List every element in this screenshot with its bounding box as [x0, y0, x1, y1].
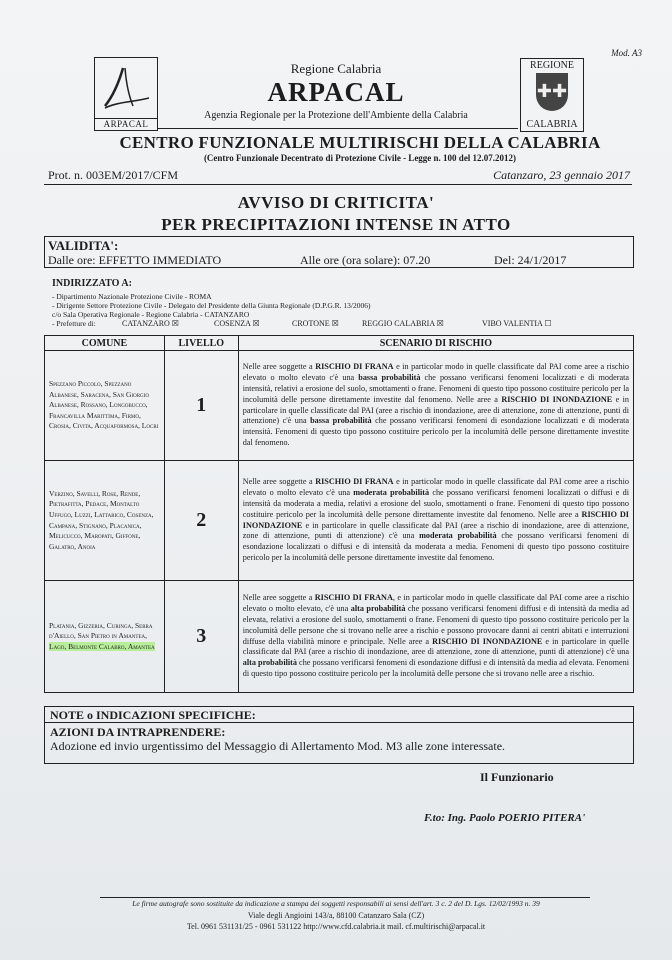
risk-table: [44, 335, 634, 693]
scenario-text: che possano verificarsi fenomeni di esondazione localizzati o diffusi e di intensità da moderata a media. Fenomeni di questo tipo possono costituire pericolo per la incolumità delle persone direttamente investite dal fenomeno.: [242, 531, 629, 562]
level-cell: 1: [164, 351, 238, 461]
scenario-cell: [238, 461, 633, 581]
agency-subtitle: Agenzia Regionale per la Protezione dell'Ambiente della Calabria: [204, 110, 468, 121]
signature: F.to: Ing. Paolo POERIO PITERA': [424, 812, 586, 824]
validity-date: Del: 24/1/2017: [494, 253, 567, 267]
scenario-text: e in particolare in quelle classificate dal PAI (aree a rischio di inondazione, aree di attenzione, zone di attenzione, punti di attenzione) c'è una: [242, 636, 629, 657]
addressee-line: - Dirigente Settore Protezione Civile - Delegato del Presidente della Giunta Regionale (D.P.G.R. 13/2006): [52, 301, 371, 310]
scenario-text: che possano verificarsi fenomeni localizzati o diffusi e di intensità da moderata a media, relativi a erosione del suolo, smottamenti o frane. Fenomeni di questo tipo possono costituire pericolo per la incolumità delle persone direttamente investite dal fenomeno. Nelle aree a: [242, 488, 630, 519]
mod-number: Mod. A3: [611, 48, 642, 58]
level-cell: 2: [164, 461, 238, 581]
scenario-bold: bassa probabilità: [358, 373, 421, 383]
scenario-text: Nelle aree soggette a: [242, 477, 316, 487]
scenario-cell: [238, 581, 633, 693]
scenario-bold: moderata probabilità: [353, 488, 430, 498]
notice-title-line1: AVVISO DI CRITICITA': [237, 193, 435, 212]
validity-label: VALIDITA':: [48, 238, 119, 253]
comuni-cell: [45, 581, 165, 693]
document-date: Catanzaro, 23 gennaio 2017: [493, 168, 630, 182]
notes-heading: NOTE o INDICAZIONI SPECIFICHE:: [50, 708, 256, 722]
scenario-text: , e in particolar modo in quelle classificate dal PAI come aree a rischio elevato o molto elevato, c'è una: [242, 593, 629, 614]
table-row: [45, 351, 634, 461]
scenario-bold: RISCHIO DI INONDAZIONE: [432, 636, 543, 646]
scenario-text: e in particolar modo in quelle classificate dal PAI come aree a rischio elevato o molto elevato c'è una: [242, 362, 630, 383]
comuni-list: Platania, Gizzeria, Curinga, Serra d'Aiello, San Pietro in Amantea,: [49, 620, 153, 641]
centre-subtitle: (Centro Funzionale Decentrato di Protezione Civile - Legge n. 100 del 12.07.2012): [203, 153, 517, 163]
addressee-line: c/o Sala Operativa Regionale - Regione Calabria - CATANZARO: [52, 310, 250, 319]
protocol-number: Prot. n. 003EM/2017/CFM: [48, 168, 179, 182]
regione-logo-bottom: CALABRIA: [526, 119, 578, 130]
footer-legal-note: Le firme autografe sono sostituite da indicazione a stampa dei soggetti responsabili ai sensi dell'art. 3 c. 2 del D. Lgs. 12/02/1993 n. 39: [132, 899, 540, 908]
scenario-cell: [238, 351, 633, 461]
footer-contacts: Tel. 0961 531131/25 - 0961 531122 http://www.cfd.calabria.it mail. cf.multirischi@arpacal.it: [186, 922, 486, 931]
scenario-bold: RISCHIO DI FRANA: [315, 477, 394, 487]
agency-title: ARPACAL: [267, 77, 405, 107]
scenario-text: che possano verificarsi fenomeni di esondazione diffusi e di intensità da media ad elevata. Fenomeni di questo tipo possono costituire pericolo per la incolumità delle persone che si trovano nelle aree a rischio.: [242, 658, 629, 678]
protocol-divider: [44, 184, 632, 185]
addressee-line: - Dipartimento Nazionale Protezione Civile - ROMA: [52, 292, 212, 301]
comuni-cell: Spezzano Piccolo, Spezzano Albanese, Saracena, San Giorgio Albanese, Rossano, Longobucco, Francavilla Marittima, Firmo, Crosia, Civita, Acquaformosa, Locri: [45, 351, 165, 461]
prefecture-vibo-valentia: VIBO VALENTIA ☐: [482, 319, 552, 328]
scenario-bold: bassa probabilità: [310, 416, 372, 426]
scenario-text: Nelle aree soggette a: [242, 593, 315, 603]
scenario-text: che possano verificarsi fenomeni localizzati e di moderata intensità, relativi a erosione del suolo, smottamenti o frane. Fenomeni di questo tipo possono costituire pericolo per la incolumità delle persone direttamente investite dal fenomeno. Nelle aree a: [242, 373, 629, 404]
validity-from: Dalle ore: EFFETTO IMMEDIATO: [48, 253, 222, 267]
level-cell: 3: [164, 581, 238, 693]
table-row: [45, 581, 634, 693]
scenario-bold: RISCHIO DI INONDAZIONE: [501, 394, 613, 404]
footer-divider: [100, 897, 590, 898]
column-header-livello: LIVELLO: [164, 336, 238, 351]
comuni-highlighted: Lago, Belmonte Calabro, Amantea: [49, 641, 155, 651]
comuni-cell: Verzino, Savelli, Rose, Rende, Pietrafitta, Pedace, Montalto Uffugo, Luzzi, Lattarico, Cosenza, Campana, Stignano, Placanica, Melicucco, Maropati, Giffone, Galatro, Anoia: [45, 461, 165, 581]
official-label: Il Funzionario: [480, 770, 554, 784]
addressees-heading: INDIRIZZATO A:: [52, 278, 132, 289]
scenario-text: e in particolare in quelle classificate dal PAI (aree a rischio di inondazione, aree di attenzione, zone di attenzione, punti di attenzione) c'è una: [242, 394, 629, 426]
footer-address: Viale degli Angioini 143/a, 88100 Catanzaro Sala (CZ): [247, 911, 425, 920]
scenario-bold: moderata probabilità: [419, 531, 497, 541]
actions-text: Adozione ed invio urgentissimo del Messaggio di Allertamento Mod. M3 alle zone interessate.: [50, 739, 506, 753]
arpacal-logo-label: ARPACAL: [95, 118, 157, 129]
regione-logo-top: REGIONE: [530, 60, 574, 71]
prefecture-crotone: CROTONE ☒: [292, 319, 339, 328]
scenario-bold: alta probabilità: [350, 604, 406, 614]
scenario-bold: RISCHIO DI FRANA: [314, 593, 393, 603]
actions-heading: AZIONI DA INTRAPRENDERE:: [50, 725, 226, 739]
header-divider: [158, 128, 518, 129]
scenario-text: che possano verificarsi fenomeni diffusi e di intensità da media ad elevata, relativi a erosione del suolo, smottamenti o frane. Fenomeni di questo tipo possono costituire pericolo per la incolumità delle persone che si trovano nelle aree a rischio e possono provocare danni ai centri abitati e interruzioni diffuse della viabilità minore e principale. Nelle aree a: [242, 604, 630, 646]
scenario-bold: RISCHIO DI FRANA: [315, 362, 394, 372]
regione-shield-icon: ✚✚: [536, 73, 568, 111]
centre-title: CENTRO FUNZIONALE MULTIRISCHI DELLA CALABRIA: [119, 133, 601, 152]
column-header-scenario: SCENARIO DI RISCHIO: [238, 336, 633, 351]
regione-label: Regione Calabria: [290, 61, 382, 76]
scenario-text: che possano verificarsi fenomeni di esondazione localizzati e di moderata intensità. Fenomeni di questo tipo possono costituire pericolo per la incolumità delle persone direttamente investite dal fenomeno.: [242, 416, 629, 447]
table-header-row: [45, 336, 634, 351]
scenario-text: e in particolar modo in quelle classificate dal PAI come aree a rischio elevato o molto elevato c'è una: [242, 477, 630, 498]
prefectures-label: - Prefetture di:: [52, 319, 96, 328]
prefecture-catanzaro: CATANZARO ☒: [122, 319, 179, 328]
prefecture-cosenza: COSENZA ☒: [214, 319, 260, 328]
column-header-comune: COMUNE: [45, 336, 165, 351]
scenario-text: e in particolare in quelle classificate dal PAI (aree a rischio di inondazione, aree di attenzione, zone di attenzione, punti di attenzione) c'è una: [242, 520, 629, 541]
validity-to: Alle ore (ora solare): 07.20: [300, 253, 431, 267]
scenario-bold: alta probabilità: [242, 658, 297, 668]
table-row: [45, 461, 634, 581]
notice-title-line2: PER PRECIPITAZIONI INTENSE IN ATTO: [161, 215, 511, 234]
scenario-text: Nelle aree soggette a: [242, 362, 316, 372]
prefecture-reggio-calabria: REGGIO CALABRIA ☒: [362, 319, 444, 328]
scenario-bold: RISCHIO DI INONDAZIONE: [242, 509, 629, 530]
